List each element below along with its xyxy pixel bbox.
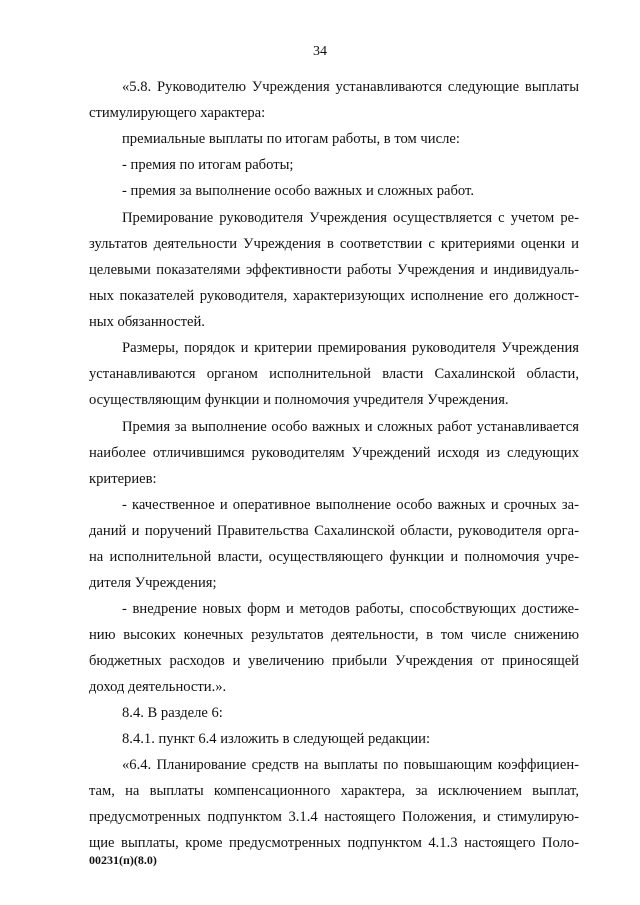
text-line: критериев: bbox=[89, 471, 157, 487]
text-line: зультатов деятельности Учреждения в соответствии с критериями оценки и bbox=[89, 236, 579, 252]
text-line: нию высоких конечных результатов деятельности, в том числе снижению bbox=[89, 627, 579, 643]
text-line: бюджетных расходов и увеличению прибыли Учреждения от приносящей bbox=[89, 653, 579, 669]
text-line: даний и поручений Правительства Сахалинской области, руководителя орга- bbox=[89, 523, 579, 539]
text-line: ных обязанностей. bbox=[89, 314, 205, 330]
document-code: 00231(п)(8.0) bbox=[89, 853, 157, 867]
text-line: - внедрение новых форм и методов работы, способствующих достиже- bbox=[122, 601, 579, 617]
text-line: премиальные выплаты по итогам работы, в том числе: bbox=[122, 131, 460, 147]
page-number: 34 bbox=[313, 44, 327, 59]
text-line: там, на выплаты компенсационного характера, за исключением выплат, bbox=[89, 783, 579, 799]
text-line: устанавливаются органом исполнительной власти Сахалинской области, bbox=[89, 366, 579, 382]
text-line: целевыми показателями эффективности работы Учреждения и индивидуаль- bbox=[89, 262, 579, 278]
text-line: осуществляющим функции и полномочия учредителя Учреждения. bbox=[89, 392, 509, 408]
text-line: 8.4.1. пункт 6.4 изложить в следующей редакции: bbox=[122, 731, 431, 747]
text-line: Размеры, порядок и критерии премирования руководителя Учреждения bbox=[122, 340, 579, 356]
text-line: - премия по итогам работы; bbox=[122, 157, 294, 173]
text-line: Премия за выполнение особо важных и сложных работ устанавливается bbox=[122, 419, 579, 435]
text-line: «5.8. Руководителю Учреждения устанавливаются следующие выплаты bbox=[122, 79, 579, 95]
text-line: доход деятельности.». bbox=[89, 679, 227, 695]
text-line: стимулирующего характера: bbox=[89, 105, 266, 121]
text-line: - премия за выполнение особо важных и сложных работ. bbox=[122, 183, 474, 199]
text-line: дителя Учреждения; bbox=[89, 575, 217, 591]
text-line: «6.4. Планирование средств на выплаты по повышающим коэффициен- bbox=[122, 757, 579, 773]
text-line: предусмотренных подпунктом 3.1.4 настоящего Положения, и стимулирую- bbox=[89, 809, 579, 825]
text-line: ных показателей руководителя, характеризующих исполнение его должност- bbox=[89, 288, 579, 304]
text-line: - качественное и оперативное выполнение особо важных и срочных за- bbox=[122, 497, 579, 513]
text-line: 8.4. В разделе 6: bbox=[122, 705, 223, 721]
text-line: Премирование руководителя Учреждения осуществляется с учетом ре- bbox=[122, 210, 579, 226]
text-line: щие выплаты, кроме предусмотренных подпунктом 4.1.3 настоящего Поло- bbox=[89, 835, 579, 851]
text-line: на исполнительной власти, осуществляющего функции и полномочия учре- bbox=[89, 549, 579, 565]
text-line: наиболее отличившимся руководителям Учреждений исходя из следующих bbox=[89, 445, 579, 461]
